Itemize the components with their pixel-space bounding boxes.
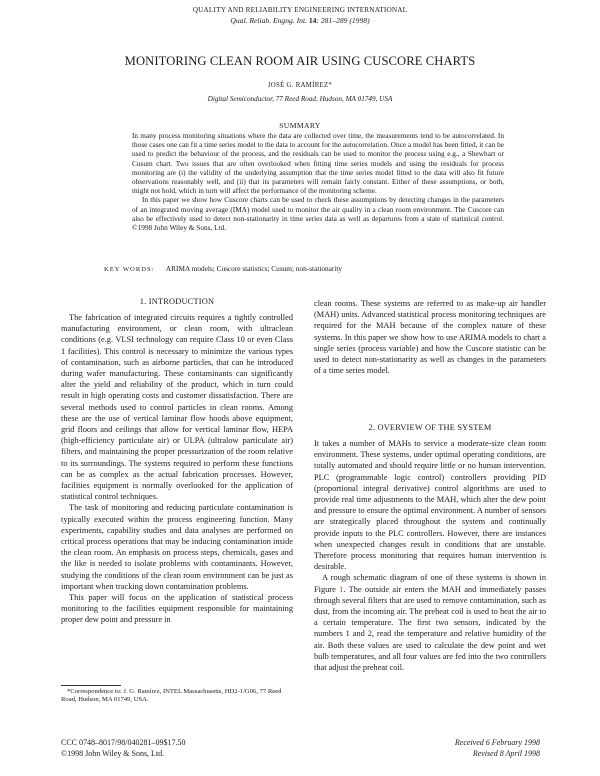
body-paragraph: This paper will focus on the application of statistical process monitoring to the facilities equipment responsible for maintaining proper dew point and pressure in — [61, 593, 293, 625]
author-name: JOSÉ G. RAMÍREZ* — [267, 82, 333, 89]
paragraph-text: . The outside air enters the MAH and immediately passes through several filters that are used to remove contamination, such as dust, from the incoming air. The preheat coil is used to heat the air to a certain temperature. The first two sensors, indicated by the numbers 1 and 2, read the temperature and relative humidity of the air. Both these values are used to calculate the dew point and wet bulb temperatures, and all four values are fed into the two controllers that adjust the preheat coil. — [314, 584, 546, 673]
left-column-body — [61, 312, 293, 626]
journal-name: QUALITY AND RELIABILITY ENGINEERING INTERNATIONAL — [192, 6, 408, 14]
received-date: Received 6 February 1998 — [454, 738, 540, 747]
body-paragraph: The fabrication of integrated circuits requires a tightly controlled manufacturing environment, or clean room, with ultraclean conditions (e.g. VLSI technology can require Class 10 or even Class 1 facilities). This control is necessary to minimize the various types of contamination, such as airborne particles, that can be introduced during wafer manufacturing. These contaminants can significantly alter the yield and reliability of the product, which in turn could result in high operating costs and customer dissatisfaction. There are several methods used to control particles in clean rooms. Among these are the use of vertical laminar flow hoods above equipment, grid floors and ceilings that allow for vertical laminar flow, HEPA (high-efficiency particulate air) or ULPA (ultralow particulate air) filters, and maintaining the proper pressurization of the room relative to its surroundings. The systems required to perform these functions can be as complex as the actual fabrication processes. However, facilities equipment is normally overlooked for the application of statistical control techniques. — [61, 313, 293, 502]
body-paragraph — [314, 572, 546, 673]
right-column-intro-continuation — [314, 298, 546, 376]
footer-copyright: ©1998 John Wiley & Sons, Ltd. — [61, 748, 165, 758]
correspondence-footnote: *Correspondence to: J. G. Ramírez, INTEL Massachusetts, HD2-1/G06, 77 Reed Road, Hudson, MA 01749, USA. — [61, 688, 282, 704]
journal-citation — [0, 16, 600, 25]
summary-paragraph: In many process monitoring situations where the data are collected over time, the measurements tend to be autocorrelated. In those cases one can fit a time series model to the data to account for the autocorrelation. Once a model has been fitted, it can be used to predict the behaviour of the process, and the residuals can be used to monitor the process using e.g., a Shewhart or Cusum chart. Two issues that are often overlooked when fitting time series models and using the residuals for process monitoring are (i) the validity of the underlying assumption that the time series model fitted to the data will also fit future observations reasonably well, and (ii) that its parameters will remain fairly constant. Either of these assumptions, or both, might not hold, which in turn will affect the performance of the monitoring scheme. — [132, 131, 504, 196]
paper-title: MONITORING CLEAN ROOM AIR USING CUSCORE CHARTS — [124, 54, 476, 68]
revised-date: Revised 8 April 1998 — [472, 748, 540, 758]
citation-pages: : 281–289 (1998) — [316, 16, 370, 25]
body-paragraph: The task of monitoring and reducing particulate contamination is typically executed within the process engineering function. Many experiments, capability studies and data analyses are performed on critical process operations that may be inducing contamination inside the clean room. An emphasis on process steps, chemicals, gases and the like is needed to isolate problems with contaminants. However, studying the conditions of the clean room environment can be just as important when tracking down contamination problems. — [61, 503, 293, 591]
section-heading-introduction: 1. INTRODUCTION — [139, 297, 215, 306]
body-paragraph: It takes a number of MAHs to service a moderate-size clean room environment. These systems, under optimal operating conditions, are totally automated and should require little or no human intervention. PLC (programmable logic control) controllers providing PID (proportional integral derivative) control algorithms are used to provide real time adjustments to the MAH, which alter the dew point and pressure to ensure the optimal environment. A number of sensors are strategically placed throughout the system and continually provide inputs to the PLC controllers. However, there are instances when unexpected changes result in conditions that are unstable. Therefore process monitoring that requires human intervention is desirable. — [314, 439, 546, 572]
body-paragraph: clean rooms. These systems are referred to as make-up air handler (MAH) units. Advanced statistical process monitoring techniques are required for the MAH because of the complex nature of these systems. In this paper we show how to use ARIMA models to chart a single series (process variable) and how the Cuscore statistic can be used to detect non-stationarity as well as changes in the parameters of a time series model. — [314, 299, 546, 376]
right-column-overview-body — [314, 438, 546, 673]
citation-prefix: Qual. Reliab. Engng. Int. — [230, 16, 307, 25]
keywords-text: ARIMA models; Cuscore statistics; Cusum; non-stationarity — [165, 264, 343, 273]
citation-volume: 14 — [308, 16, 317, 25]
summary-heading: SUMMARY — [279, 121, 321, 130]
paragraph-text: A rough schematic diagram of one of these systems is shown in Figure — [314, 573, 546, 594]
keywords-label: KEY WORDS: — [104, 266, 155, 273]
footer-right — [360, 738, 540, 759]
summary-abstract — [132, 131, 504, 232]
ccc-code: CCC 0748–8017/98/040281–09$17.50 — [61, 738, 186, 747]
author-affiliation: Digital Semiconductor, 77 Reed Road, Hudson, MA 01749, USA — [207, 95, 393, 103]
footer-left — [61, 738, 185, 759]
footnote-rule — [61, 685, 121, 686]
section-heading-overview: 2. OVERVIEW OF THE SYSTEM — [368, 423, 492, 432]
keywords — [104, 264, 524, 273]
figure-1-link[interactable]: 1 — [339, 584, 344, 594]
summary-paragraph: In this paper we show how Cuscore charts can be used to check these assumptions by detecting changes in the parameters of an integrated moving average (IMA) model used to monitor the air quality in a clean room environment. The Cuscore can also be effectively used to detect non-stationarity in time series data as well as departures from a state of statistical control. ©1998 John Wiley & Sons, Ltd. — [132, 195, 504, 233]
